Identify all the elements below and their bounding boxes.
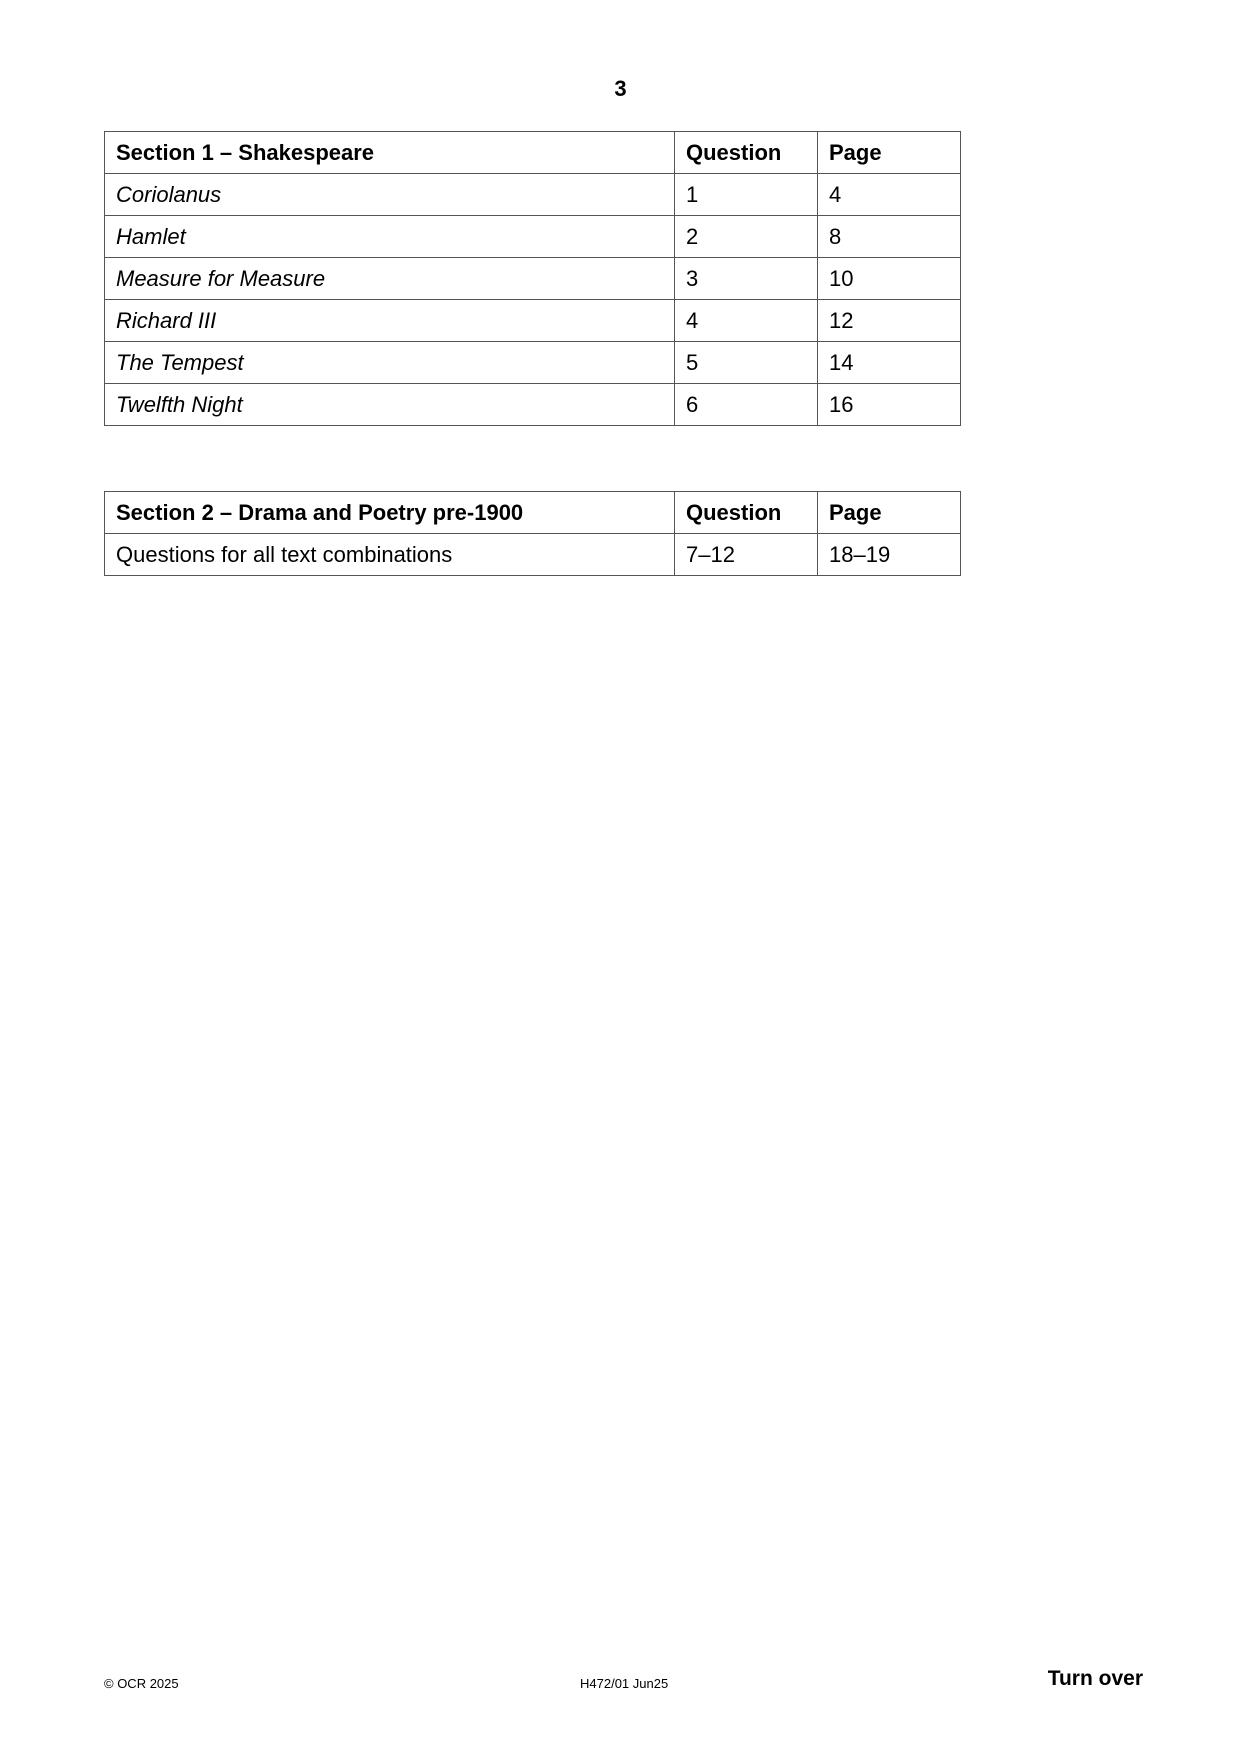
text-title: Hamlet bbox=[105, 216, 675, 258]
page-ref: 14 bbox=[818, 342, 961, 384]
question-number: 2 bbox=[675, 216, 818, 258]
page-ref: 10 bbox=[818, 258, 961, 300]
text-title: Questions for all text combinations bbox=[105, 534, 675, 576]
question-number: 7–12 bbox=[675, 534, 818, 576]
table-row bbox=[105, 216, 961, 258]
page-ref: 16 bbox=[818, 384, 961, 426]
table-row bbox=[105, 258, 961, 300]
text-title: Coriolanus bbox=[105, 174, 675, 216]
page-ref: 18–19 bbox=[818, 534, 961, 576]
page-ref: 4 bbox=[818, 174, 961, 216]
section2-heading: Section 2 – Drama and Poetry pre-1900 bbox=[105, 492, 675, 534]
question-column-header: Question bbox=[675, 132, 818, 174]
section2-table bbox=[104, 491, 961, 576]
page-number: 3 bbox=[614, 76, 627, 101]
text-title: The Tempest bbox=[105, 342, 675, 384]
copyright-notice: © OCR 2025 bbox=[104, 1676, 179, 1691]
page-column-header: Page bbox=[818, 492, 961, 534]
table-row bbox=[105, 342, 961, 384]
table-row bbox=[105, 384, 961, 426]
section1-heading: Section 1 – Shakespeare bbox=[105, 132, 675, 174]
table-header-row bbox=[105, 132, 961, 174]
section1-table bbox=[104, 131, 961, 426]
turn-over-label: Turn over bbox=[1047, 1667, 1143, 1690]
question-number: 1 bbox=[675, 174, 818, 216]
page-ref: 8 bbox=[818, 216, 961, 258]
table-row bbox=[105, 534, 961, 576]
question-number: 6 bbox=[675, 384, 818, 426]
question-column-header: Question bbox=[675, 492, 818, 534]
question-number: 3 bbox=[675, 258, 818, 300]
page-ref: 12 bbox=[818, 300, 961, 342]
table-row bbox=[105, 174, 961, 216]
question-number: 5 bbox=[675, 342, 818, 384]
table-row bbox=[105, 300, 961, 342]
text-title: Measure for Measure bbox=[105, 258, 675, 300]
page-column-header: Page bbox=[818, 132, 961, 174]
table-header-row bbox=[105, 492, 961, 534]
text-title: Twelfth Night bbox=[105, 384, 675, 426]
paper-code: H472/01 Jun25 bbox=[580, 1676, 669, 1691]
question-number: 4 bbox=[675, 300, 818, 342]
text-title: Richard III bbox=[105, 300, 675, 342]
